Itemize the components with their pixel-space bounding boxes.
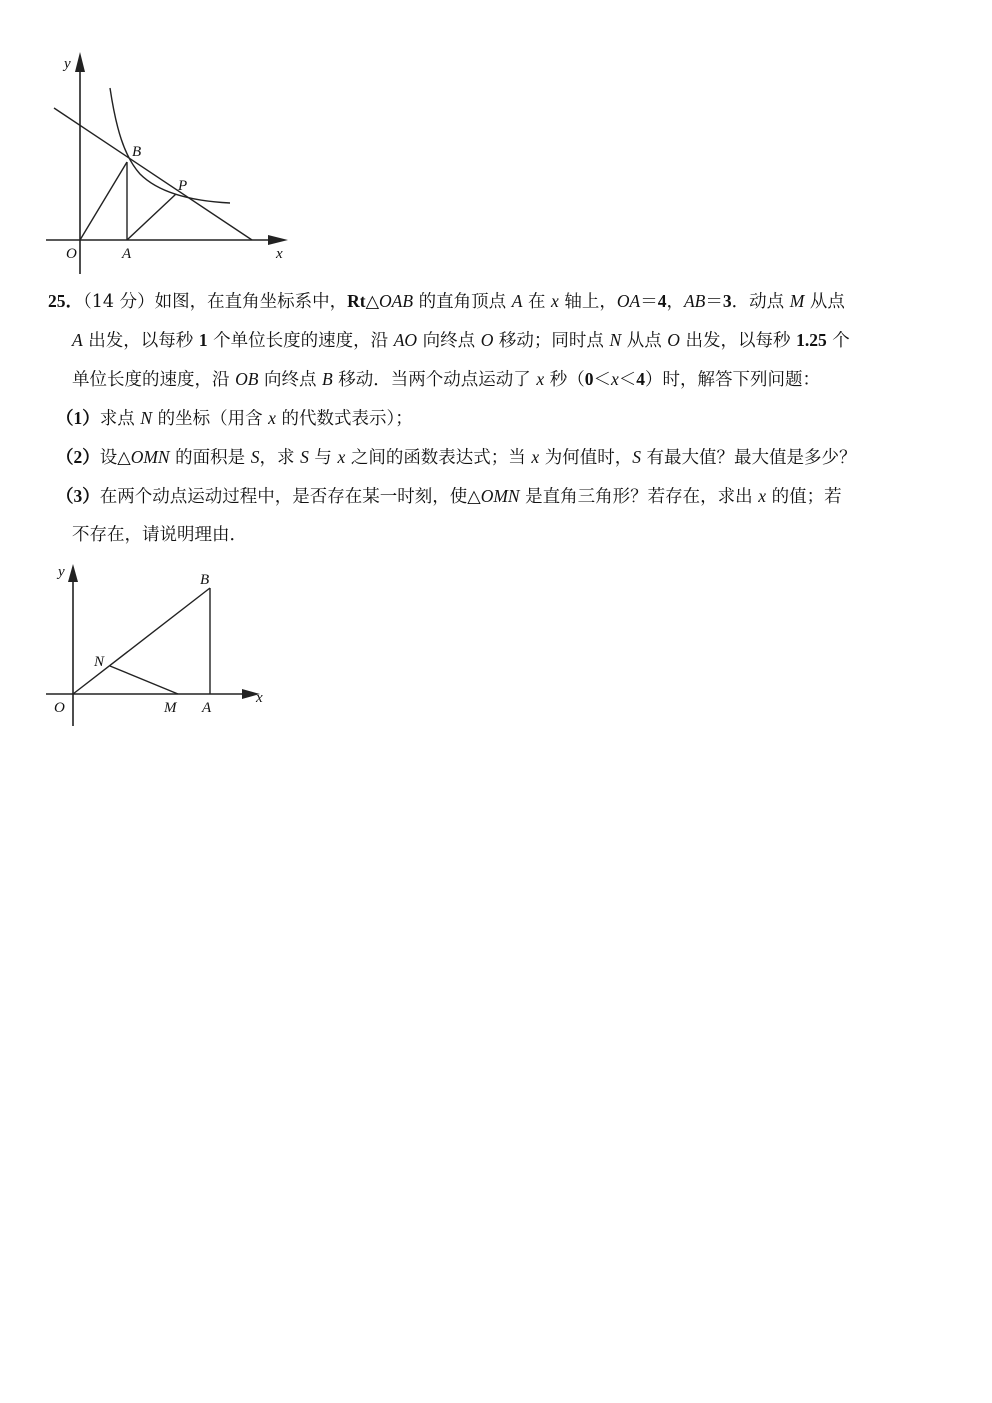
y-axis-arrow	[75, 52, 85, 72]
problem-line-2	[72, 329, 850, 352]
math-ob: OB	[235, 369, 259, 389]
math-x: x	[610, 369, 619, 389]
text: 是直角三角形？若存在，求出	[519, 487, 759, 507]
math-s: S	[632, 447, 641, 467]
question-3	[56, 485, 842, 508]
math-oab: OAB	[379, 291, 414, 311]
math-o: O	[667, 330, 680, 350]
text: 的代数式表示）；	[275, 409, 413, 429]
math-n: N	[609, 330, 622, 350]
math-s: S	[300, 447, 309, 467]
problem-line-3	[72, 368, 820, 391]
text: 之间的函数表达式；当	[345, 448, 532, 468]
figure-hyperbola-svg	[40, 48, 300, 276]
label-y: y	[58, 564, 65, 580]
text: 单位长度的速度，沿	[72, 370, 236, 390]
math-x: x	[758, 486, 767, 506]
label-o: O	[66, 246, 77, 262]
text: 出发，以每秒	[679, 331, 797, 351]
num-0: 0	[584, 369, 594, 389]
math-omn: OMN	[480, 486, 520, 506]
question-2	[56, 446, 857, 469]
problem-number: 25．	[48, 291, 83, 311]
label-y: y	[64, 56, 71, 72]
question-number: （2）	[56, 447, 100, 467]
text: 在两个动点运动过程中，是否存在某一时刻，使△	[99, 487, 481, 507]
figure-triangle-oab	[40, 560, 280, 730]
text: 移动；同时点	[493, 331, 610, 351]
triangle-symbol: △	[365, 292, 380, 312]
text: 出发，以每秒	[82, 331, 199, 351]
math-x: x	[536, 369, 545, 389]
line-through-b-p	[54, 108, 252, 240]
math-n: N	[140, 408, 153, 428]
text: 秒（	[544, 370, 585, 390]
math-oa: OA	[616, 291, 641, 311]
problem-points: （14 分）	[83, 292, 155, 312]
segment-ap	[127, 194, 176, 240]
text: 求点	[99, 409, 141, 429]
num-4: 4	[636, 369, 645, 389]
label-n: N	[94, 654, 105, 670]
text: 个	[826, 331, 850, 351]
math-ao: AO	[393, 330, 418, 350]
less-than: ＜	[618, 370, 637, 390]
text: 如图，在直角坐标系中，	[154, 292, 348, 312]
num-1: 1	[198, 330, 208, 350]
label-b: B	[200, 572, 210, 588]
problem-line-1	[48, 290, 845, 313]
text: 为何值时，	[539, 448, 633, 468]
math-x: x	[268, 408, 276, 428]
question-number: （1）	[56, 408, 100, 428]
text: 与	[308, 448, 338, 468]
y-axis-arrow	[68, 564, 78, 582]
text: 轴上，	[558, 292, 617, 312]
segment-ob	[73, 588, 210, 694]
text: 向终点	[417, 331, 481, 351]
question-number: （3）	[56, 486, 100, 506]
text: ）时，解答下列问题：	[645, 370, 820, 390]
num-4: 4	[657, 291, 667, 311]
math-x: x	[337, 447, 346, 467]
label-o: O	[54, 700, 65, 716]
math-x: x	[551, 291, 559, 311]
text: 的直角顶点	[413, 292, 512, 312]
label-p: P	[178, 178, 188, 194]
math-a: A	[72, 330, 83, 350]
text: ．动点	[731, 292, 790, 312]
text: ，求	[259, 448, 301, 468]
text: 从点	[804, 292, 845, 312]
less-than: ＜	[593, 370, 611, 390]
math-m: M	[789, 291, 805, 311]
label-a: A	[122, 246, 132, 262]
text-rt: Rt	[347, 291, 366, 311]
label-x: x	[276, 246, 283, 262]
segment-ob	[80, 162, 127, 240]
label-b: B	[132, 144, 142, 160]
text: 从点	[621, 331, 668, 351]
text: ＝	[640, 292, 658, 312]
text: 的值；若	[766, 487, 842, 507]
text: 的坐标（用含	[152, 409, 269, 429]
text: ，	[666, 292, 684, 312]
math-o: O	[480, 330, 494, 350]
text: 有最大值？最大值是多少？	[640, 448, 857, 468]
text: 向终点	[258, 370, 323, 390]
text: 移动．当两个动点运动了	[332, 370, 537, 390]
label-a: A	[202, 700, 212, 716]
question-3-line-2: 不存在，请说明理由．	[72, 525, 247, 545]
figure-hyperbola	[40, 48, 300, 276]
segment-nm	[110, 666, 178, 694]
text: 个单位长度的速度，沿	[207, 331, 394, 351]
x-axis-arrow	[268, 235, 288, 245]
math-a: A	[511, 291, 523, 311]
num-3: 3	[722, 291, 732, 311]
math-b: B	[322, 369, 333, 389]
num-speed: 1.25	[796, 330, 827, 350]
math-x: x	[531, 447, 540, 467]
label-m: M	[164, 700, 177, 716]
math-s: S	[250, 447, 260, 467]
label-x: x	[256, 690, 263, 706]
text: ＝	[705, 292, 723, 312]
question-1	[56, 407, 413, 430]
text: 的面积是	[169, 448, 251, 468]
figure-triangle-svg	[40, 560, 280, 730]
math-omn: OMN	[130, 447, 170, 467]
math-ab: AB	[683, 291, 706, 311]
text: 在	[522, 292, 552, 312]
text: 设△	[99, 448, 131, 468]
